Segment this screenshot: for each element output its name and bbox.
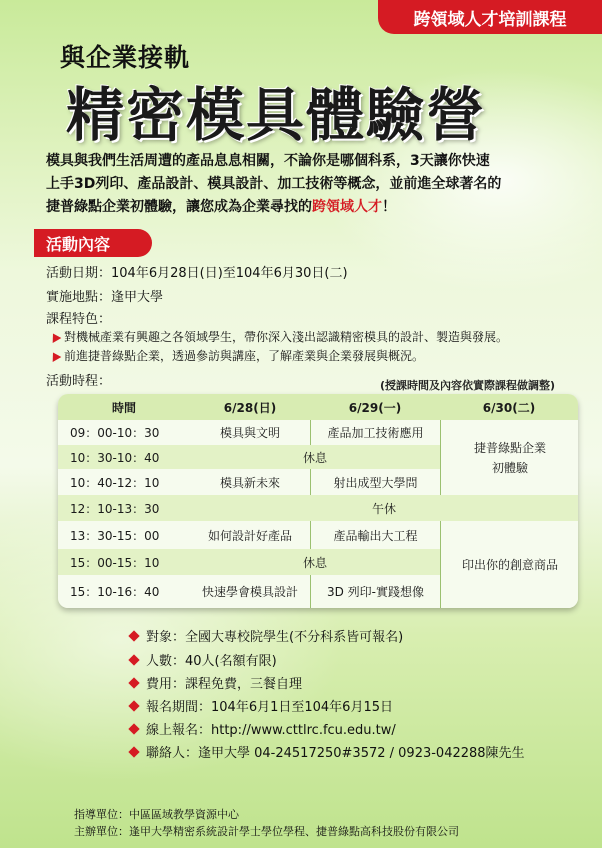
table-cell: 模具新未來: [219, 475, 280, 490]
diamond-bullet-icon: [128, 654, 139, 665]
section-heading: 活動內容: [34, 229, 152, 257]
lunch-cell: 午休: [371, 501, 396, 516]
table-header: 6/30(二): [482, 400, 536, 415]
diamond-bullet-icon: [128, 723, 139, 734]
day3-morning-line-1: 捷普綠點企業: [473, 440, 546, 455]
time-cell: 10：40-12：10: [70, 475, 160, 490]
intro-line-3: [46, 196, 566, 219]
triangle-bullet-icon: [49, 350, 62, 362]
features-label: 課程特色：: [46, 312, 112, 327]
info-fee: 費用：課程免費，三餐自理: [146, 677, 303, 692]
time-cell: 13：30-15：00: [70, 528, 160, 543]
page-title: 精密模具體驗營: [66, 81, 487, 149]
day3-morning-line-2: 初體驗: [491, 460, 528, 475]
diamond-bullet-icon: [128, 677, 139, 688]
table-header: 時間: [111, 400, 136, 415]
program-ribbon: 跨領域人才培訓課程: [378, 0, 602, 34]
table-header: 6/28(日): [223, 400, 277, 415]
intro-paragraph: [46, 150, 566, 219]
info-item: [130, 650, 277, 669]
intro-line-3-text: 捷普綠點企業初體驗，讓您成為企業尋找的: [46, 199, 312, 215]
info-target: 對象：全國大專校院學生(不分科系皆可報名): [146, 630, 404, 645]
break-cell: 休息: [302, 450, 327, 465]
info-registration-period: 報名期間：104年6月1日至104年6月15日: [146, 700, 393, 715]
table-cell: 如何設計好產品: [207, 528, 292, 543]
intro-line-1: 模具與我們生活周遭的產品息息相關，不論你是哪個科系，3天讓你快速: [46, 153, 490, 169]
intro-line-2: 上手3D列印、產品設計、模具設計、加工技術等概念，並前進全球著名的: [46, 176, 502, 192]
feature-item: [50, 347, 424, 364]
info-item: [130, 673, 302, 692]
info-contact: 聯絡人：逢甲大學 04-24517250#3572 / 0923-042288陳先生: [146, 746, 525, 761]
table-cell: 模具與文明: [219, 426, 280, 440]
triangle-bullet-icon: [49, 331, 62, 343]
event-place: 實施地點：逢甲大學: [46, 290, 164, 305]
feature-item: [50, 328, 508, 345]
table-cell: 產品輸出大工程: [310, 521, 440, 549]
diamond-bullet-icon: [128, 630, 139, 641]
break-cell: 休息: [302, 555, 327, 570]
day3-afternoon-cell: 印出你的創意商品: [440, 521, 578, 608]
intro-highlight: 跨領域人才: [312, 199, 382, 215]
event-date: 活動日期：104年6月28日(日)至104年6月30日(二): [46, 266, 348, 281]
table-cell: 快速學會模具設計: [201, 585, 298, 599]
schedule-table: [58, 394, 578, 608]
table-header: 6/29(一): [348, 400, 402, 415]
table-row: [58, 495, 578, 522]
table-cell: 射出成型大學問: [310, 469, 440, 495]
info-item: [130, 626, 403, 645]
table-cell: 3D 列印-實踐想像: [310, 575, 440, 608]
info-item: [130, 742, 525, 761]
feature-text: 對機械產業有興趣之各領域學生，帶你深入淺出認識精密模具的設計、製造與發展。: [64, 330, 509, 344]
subtitle: 與企業接軌: [60, 43, 191, 72]
time-cell: 12：10-13：30: [70, 501, 160, 516]
time-cell: 09：00-10：30: [70, 426, 160, 440]
info-count: 人數：40人(名額有限): [146, 654, 277, 669]
footer-host: 主辦單位：逢甲大學精密系統設計學士學位學程、捷普綠點高科技股份有限公司: [74, 825, 459, 838]
table-header-row: [58, 394, 578, 421]
schedule-note: (授課時間及內容依實際課程做調整): [380, 379, 556, 392]
info-online-registration[interactable]: 線上報名：http://www.cttlrc.fcu.edu.tw/: [146, 723, 396, 738]
time-cell: 15：00-15：10: [70, 555, 160, 570]
info-item: [130, 719, 396, 738]
time-cell: 15：10-16：40: [70, 585, 160, 599]
time-cell: 10：30-10：40: [70, 450, 160, 465]
feature-text: 前進捷普綠點企業，透過參訪與講座，了解產業與企業發展與概況。: [64, 349, 425, 363]
diamond-bullet-icon: [128, 700, 139, 711]
intro-line-3-end: ！: [382, 199, 396, 215]
table-cell: 產品加工技術應用: [310, 420, 440, 445]
info-item: [130, 696, 393, 715]
diamond-bullet-icon: [128, 746, 139, 757]
day3-morning-cell: [440, 420, 578, 495]
footer-guide: 指導單位：中區區域教學資源中心: [74, 808, 239, 821]
schedule-label: 活動時程：: [46, 374, 112, 389]
